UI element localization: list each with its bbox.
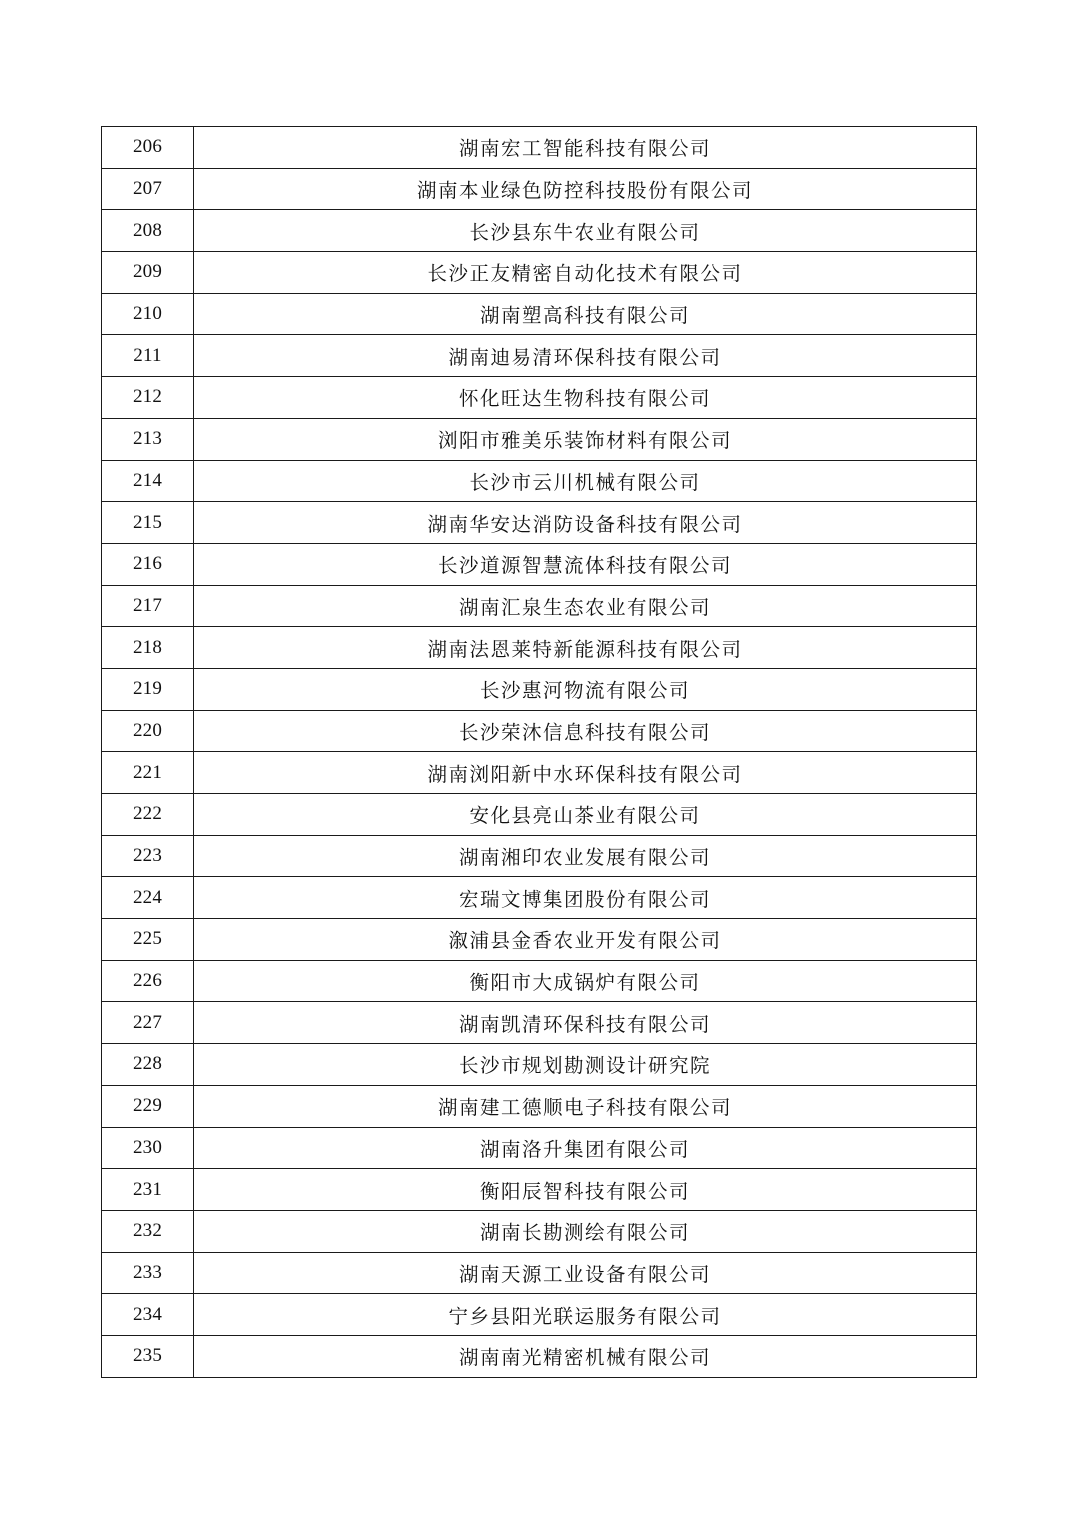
row-number-cell: 226 [102,960,194,1002]
table-row [102,377,977,419]
row-number-cell: 212 [102,377,194,419]
company-name-cell: 长沙荣沐信息科技有限公司 [194,710,977,752]
table-row [102,1210,977,1252]
company-name-cell: 湖南迪易清环保科技有限公司 [194,335,977,377]
row-number-cell: 213 [102,418,194,460]
row-number-cell: 206 [102,127,194,169]
row-number-cell: 216 [102,543,194,585]
table-row [102,794,977,836]
table-row [102,1252,977,1294]
row-number-cell: 225 [102,919,194,961]
table-row [102,168,977,210]
row-number-cell: 232 [102,1210,194,1252]
row-number-cell: 229 [102,1085,194,1127]
company-name-cell: 湖南本业绿色防控科技股份有限公司 [194,168,977,210]
row-number-cell: 218 [102,627,194,669]
row-number-cell: 217 [102,585,194,627]
company-list-table [101,126,977,1378]
row-number-cell: 227 [102,1002,194,1044]
table-row [102,668,977,710]
company-name-cell: 宏瑞文博集团股份有限公司 [194,877,977,919]
table-row [102,919,977,961]
table-row [102,1169,977,1211]
table-row [102,877,977,919]
row-number-cell: 230 [102,1127,194,1169]
company-name-cell: 湖南湘印农业发展有限公司 [194,835,977,877]
table-row [102,335,977,377]
company-name-cell: 溆浦县金香农业开发有限公司 [194,919,977,961]
table-row [102,627,977,669]
row-number-cell: 234 [102,1294,194,1336]
row-number-cell: 224 [102,877,194,919]
table-row [102,835,977,877]
row-number-cell: 223 [102,835,194,877]
table-row [102,1294,977,1336]
company-name-cell: 安化县亮山茶业有限公司 [194,794,977,836]
row-number-cell: 210 [102,293,194,335]
company-name-cell: 长沙市规划勘测设计研究院 [194,1044,977,1086]
row-number-cell: 235 [102,1335,194,1377]
company-name-cell: 湖南浏阳新中水环保科技有限公司 [194,752,977,794]
table-row [102,127,977,169]
row-number-cell: 215 [102,502,194,544]
company-name-cell: 长沙正友精密自动化技术有限公司 [194,252,977,294]
company-name-cell: 湖南宏工智能科技有限公司 [194,127,977,169]
company-name-cell: 长沙市云川机械有限公司 [194,460,977,502]
table-body [102,127,977,1378]
company-name-cell: 长沙县东牛农业有限公司 [194,210,977,252]
company-name-cell: 怀化旺达生物科技有限公司 [194,377,977,419]
company-name-cell: 湖南建工德顺电子科技有限公司 [194,1085,977,1127]
company-name-cell: 长沙道源智慧流体科技有限公司 [194,543,977,585]
table-row [102,585,977,627]
company-name-cell: 宁乡县阳光联运服务有限公司 [194,1294,977,1336]
table-row [102,1002,977,1044]
row-number-cell: 221 [102,752,194,794]
company-name-cell: 湖南南光精密机械有限公司 [194,1335,977,1377]
table-row [102,710,977,752]
row-number-cell: 207 [102,168,194,210]
row-number-cell: 220 [102,710,194,752]
row-number-cell: 214 [102,460,194,502]
table-row [102,960,977,1002]
table-row [102,1044,977,1086]
table-row [102,210,977,252]
company-name-cell: 湖南天源工业设备有限公司 [194,1252,977,1294]
company-name-cell: 湖南塑高科技有限公司 [194,293,977,335]
table-row [102,1127,977,1169]
company-name-cell: 衡阳辰智科技有限公司 [194,1169,977,1211]
table-row [102,1335,977,1377]
row-number-cell: 208 [102,210,194,252]
company-name-cell: 浏阳市雅美乐装饰材料有限公司 [194,418,977,460]
table-row [102,1085,977,1127]
row-number-cell: 231 [102,1169,194,1211]
company-name-cell: 湖南汇泉生态农业有限公司 [194,585,977,627]
company-name-cell: 长沙惠河物流有限公司 [194,668,977,710]
company-name-cell: 湖南洛升集团有限公司 [194,1127,977,1169]
company-name-cell: 湖南长勘测绘有限公司 [194,1210,977,1252]
row-number-cell: 222 [102,794,194,836]
table-row [102,293,977,335]
company-name-cell: 湖南华安达消防设备科技有限公司 [194,502,977,544]
table-row [102,502,977,544]
table-row [102,418,977,460]
row-number-cell: 211 [102,335,194,377]
table-row [102,252,977,294]
row-number-cell: 228 [102,1044,194,1086]
table-row [102,752,977,794]
company-name-cell: 湖南凯清环保科技有限公司 [194,1002,977,1044]
row-number-cell: 219 [102,668,194,710]
table-row [102,460,977,502]
table-row [102,543,977,585]
row-number-cell: 233 [102,1252,194,1294]
company-name-cell: 衡阳市大成锅炉有限公司 [194,960,977,1002]
company-name-cell: 湖南法恩莱特新能源科技有限公司 [194,627,977,669]
row-number-cell: 209 [102,252,194,294]
